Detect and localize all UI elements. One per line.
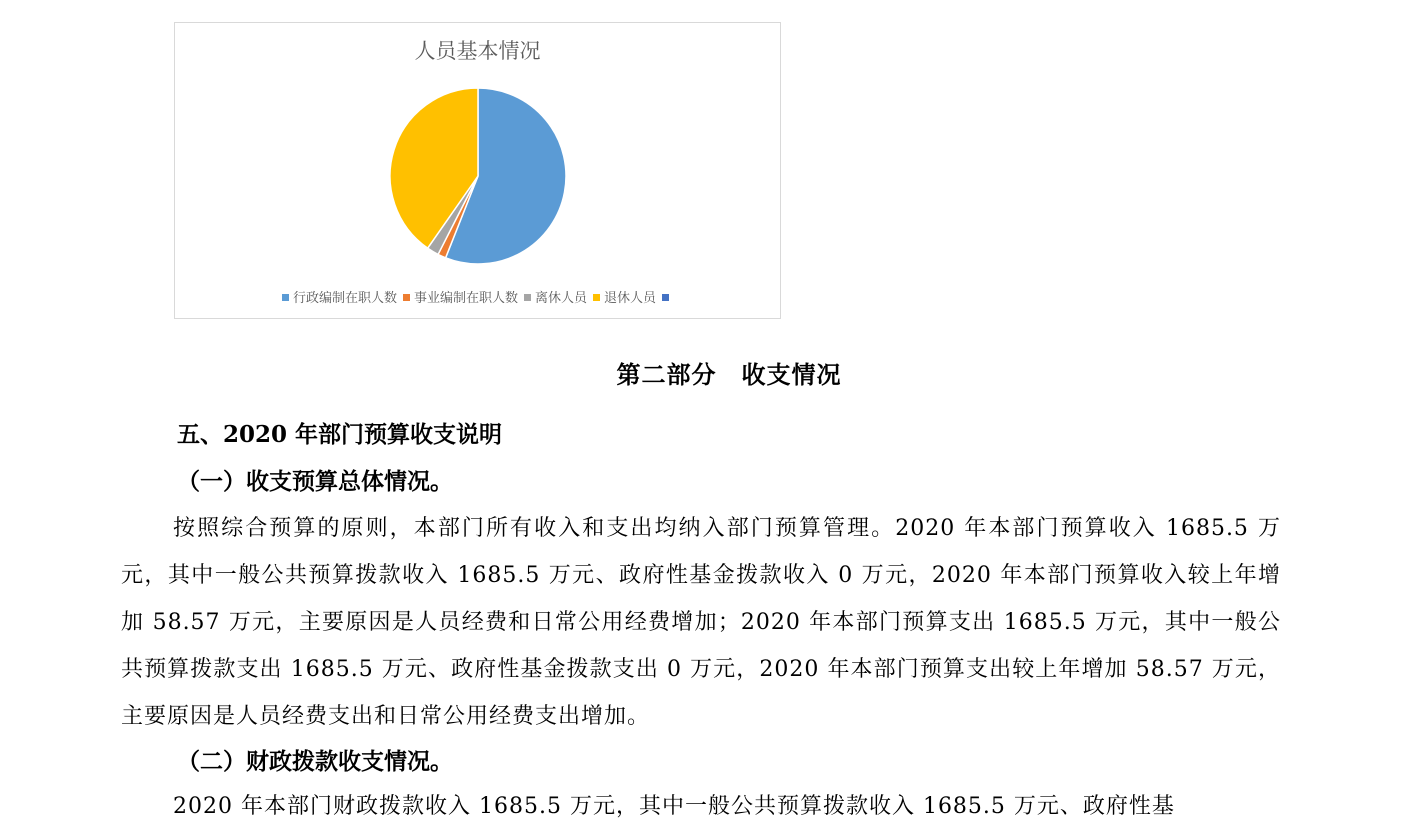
pie-chart	[174, 22, 781, 319]
legend-swatch	[282, 294, 289, 301]
legend-label: 事业编制在职人数	[413, 291, 518, 306]
legend-item	[662, 291, 673, 306]
legend-label: 行政编制在职人数	[292, 291, 397, 306]
pie-plot	[175, 23, 782, 283]
chart-legend	[175, 287, 780, 306]
section-heading: 第二部分 收支情况	[616, 360, 842, 389]
legend-swatch	[524, 294, 531, 301]
chart-title: 人员基本情况	[414, 39, 541, 63]
legend-swatch	[662, 294, 669, 301]
legend-swatch	[593, 294, 600, 301]
paragraph-fiscal: 2020 年本部门财政拨款收入 1685.5 万元，其中一般公共预算拨款收入 1685.5 万元、政府性基	[173, 794, 1175, 819]
legend-item	[524, 287, 587, 306]
legend-label: 退休人员	[604, 291, 657, 306]
legend-swatch	[403, 294, 410, 301]
heading-budget-explanation: 五、2020 年部门预算收支说明	[177, 421, 503, 448]
legend-item	[403, 287, 518, 306]
legend-item	[593, 287, 656, 306]
legend-item	[282, 287, 397, 306]
paragraph-overall: 按照综合预算的原则，本部门所有收入和支出均纳入部门预算管理。2020 年本部门预算收入 1685.5 万元，其中一般公共预算拨款收入 1685.5 万元、政府性基金拨款收入 0 万元，2020 年本部门预算收入较上年增加 58.57 万元，主要原因是人员经费和日常公用经费增加；2020 年本部门预算支出 1685.5 万元，其中一般公共预算拨款支出 1685.5 万元、政府性基金拨款支出 0 万元，2020 年本部门预算支出较上年增加 58.57 万元，主要原因是人员经费支出和日常公用经费支出增加。	[121, 516, 1281, 729]
legend-label: 离休人员	[535, 291, 588, 306]
subheading-overall: （一）收支预算总体情况。	[177, 468, 453, 495]
subheading-fiscal: （二）财政拨款收支情况。	[177, 748, 453, 775]
